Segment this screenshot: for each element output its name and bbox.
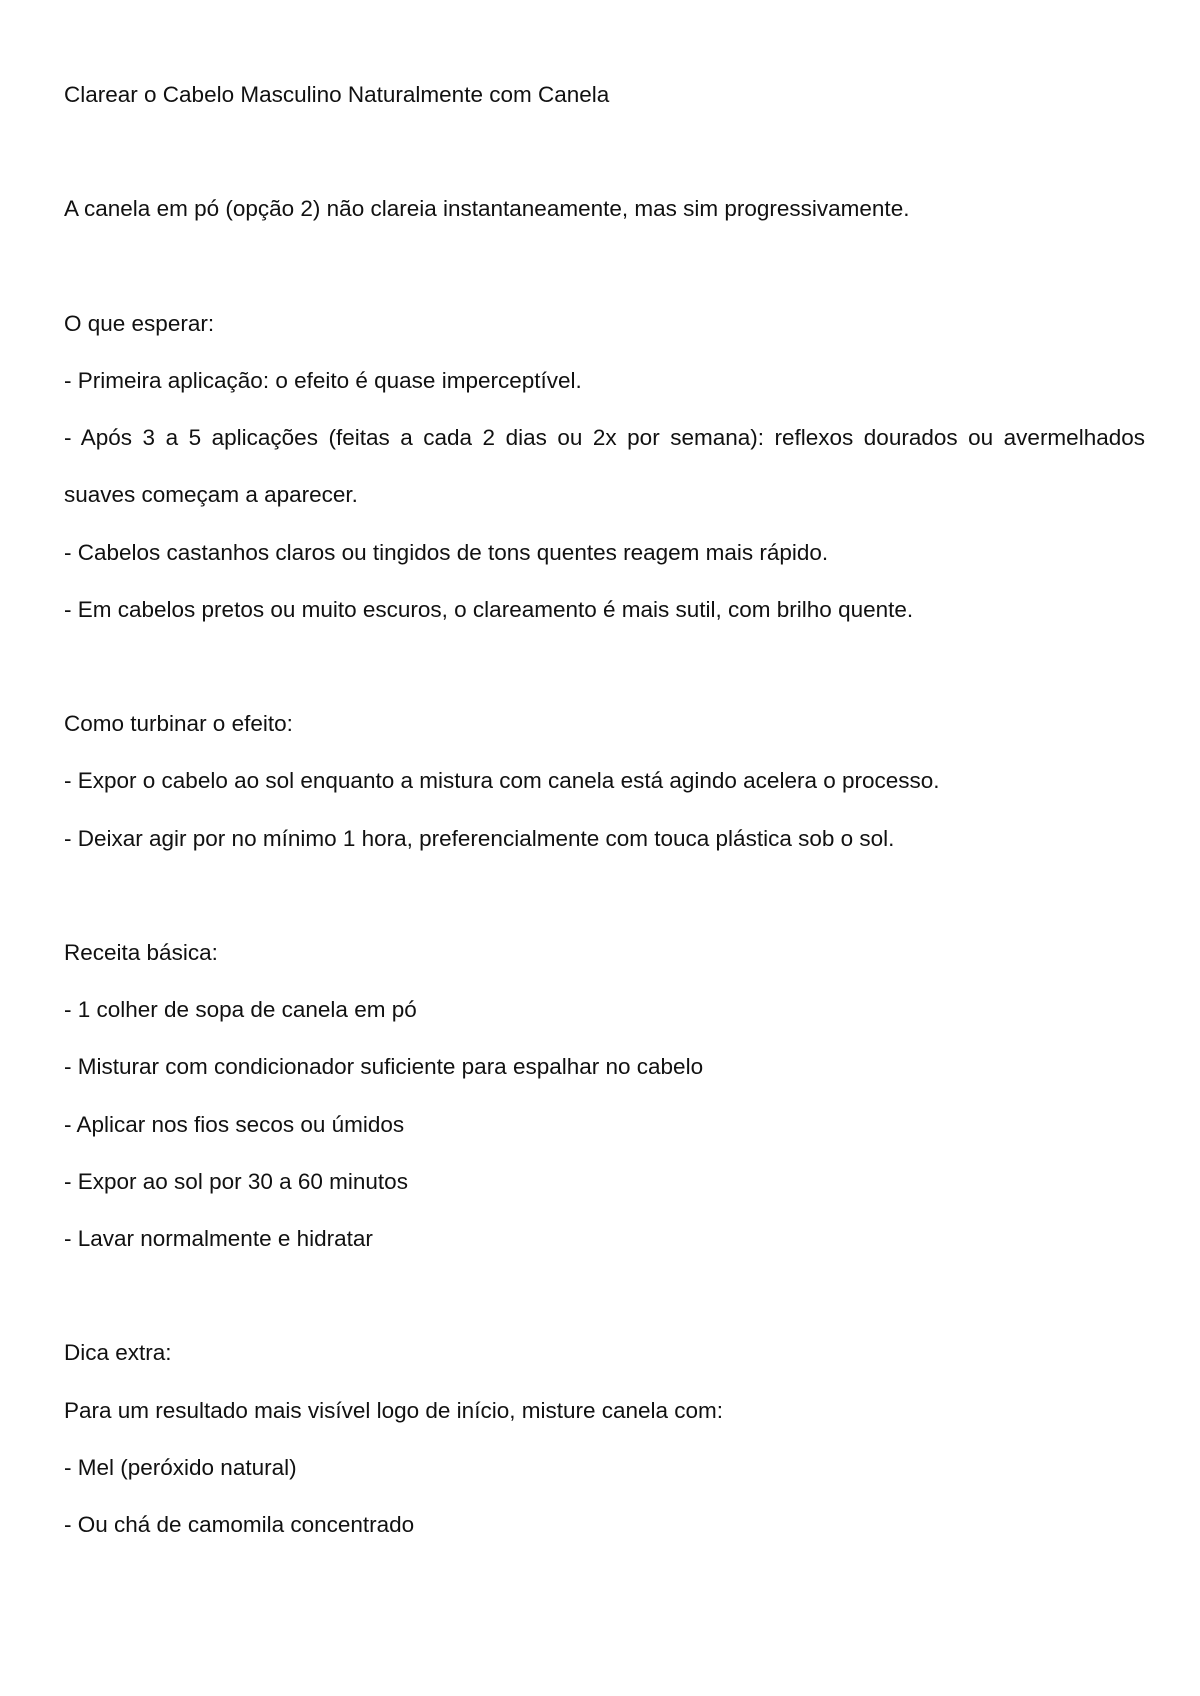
spacer — [64, 1267, 1145, 1324]
section-heading-expectations: O que esperar: — [64, 310, 215, 336]
list-item: - Em cabelos pretos ou muito escuros, o clareamento é mais sutil, com brilho quente. — [64, 596, 914, 622]
list-item: - Primeira aplicação: o efeito é quase imperceptível. — [64, 367, 582, 393]
list-item: - Aplicar nos fios secos ou úmidos — [64, 1111, 405, 1137]
section-heading-boost: Como turbinar o efeito: — [64, 711, 293, 737]
list-item: - Cabelos castanhos claros ou tingidos de tons quentes reagem mais rápido. — [64, 539, 829, 565]
spacer — [64, 238, 1145, 295]
section-heading-recipe: Receita básica: — [64, 939, 218, 965]
spacer — [64, 638, 1145, 695]
spacer — [64, 867, 1145, 924]
list-item: - Após 3 a 5 aplicações (feitas a cada 2 dias ou 2x por semana): reflexos dourados ou avermelhados suaves começam a aparecer. — [64, 425, 1145, 508]
intro-paragraph: A canela em pó (opção 2) não clareia instantaneamente, mas sim progressivamente. — [64, 196, 910, 222]
list-item: - Expor ao sol por 30 a 60 minutos — [64, 1168, 408, 1194]
document-page — [64, 66, 1145, 1553]
list-item: - Ou chá de camomila concentrado — [64, 1512, 415, 1537]
list-item: - Mel (peróxido natural) — [64, 1454, 297, 1480]
spacer — [64, 123, 1145, 180]
list-item: - Deixar agir por no mínimo 1 hora, preferencialmente com touca plástica sob o sol. — [64, 825, 895, 851]
list-item: - 1 colher de sopa de canela em pó — [64, 997, 417, 1023]
list-item: - Lavar normalmente e hidratar — [64, 1226, 373, 1251]
extra-tip-intro: Para um resultado mais visível logo de início, misture canela com: — [64, 1397, 724, 1423]
list-item: - Misturar com condicionador suficiente para espalhar no cabelo — [64, 1054, 704, 1080]
section-heading-extra-tip: Dica extra: — [64, 1340, 172, 1366]
list-item: - Expor o cabelo ao sol enquanto a mistura com canela está agindo acelera o processo. — [64, 768, 940, 794]
document-title: Clarear o Cabelo Masculino Naturalmente com Canela — [64, 82, 610, 107]
